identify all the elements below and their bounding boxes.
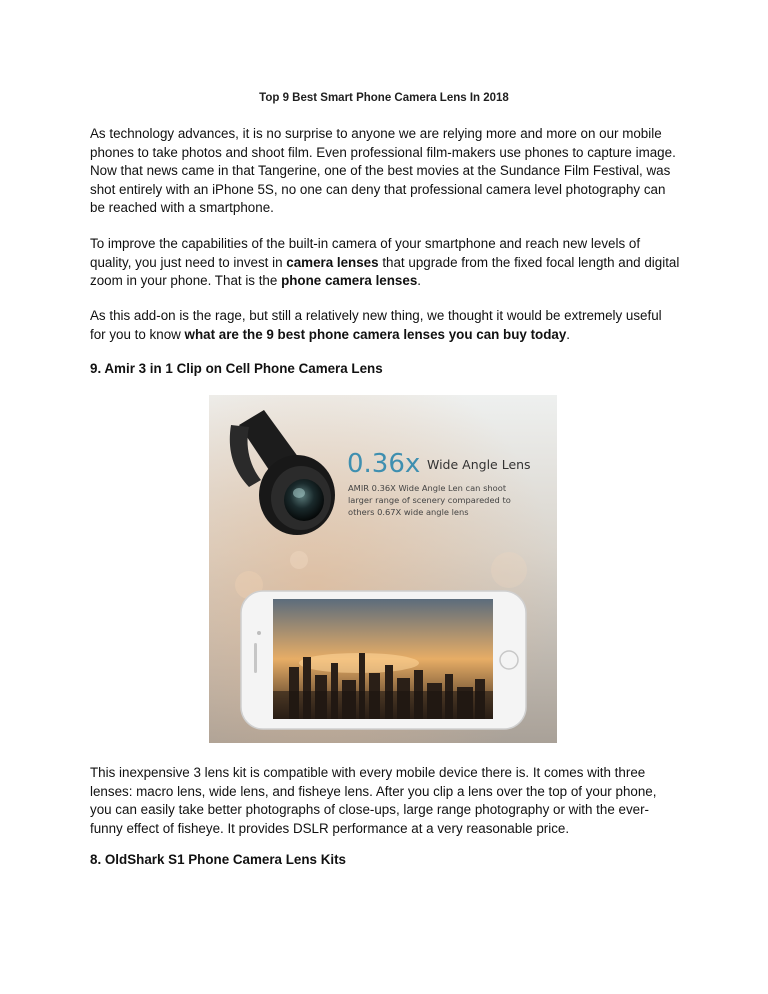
para2-text-2: that upgrade from the fixed focal length and digital zoom in your phone. That is the (90, 254, 680, 288)
para3-text-1: As this add-on is the rage, but still a relatively new thing, we thought it would be extremely useful for you to know (90, 308, 662, 342)
best-lenses-bold: what are the 9 best phone camera lenses you can buy today (184, 326, 567, 342)
lens-desc-line-1: AMIR 0.36X Wide Angle Len can shoot (348, 483, 507, 493)
phone-graphic (241, 591, 526, 729)
amir-description-paragraph: This inexpensive 3 lens kit is compatible with every mobile device there is. It comes with three lenses: macro lens, wide lens, and fisheye lens. After you clip a lens over the top of your phone, you can easily take better photographs of close-ups, large range photography or with the ever-funny effect of fisheye. It provides DSLR performance at a very reasonable price. (90, 765, 657, 836)
para2-text-1: To improve the capabilities of the built-in camera of your smartphone and reach new levels of quality, you just need to invest in (90, 236, 641, 270)
camera-lenses-bold: camera lenses (286, 254, 379, 270)
lens-intro-paragraph (90, 235, 680, 291)
zoom-label: 0.36x (347, 449, 421, 479)
amir-lens-product-image (209, 395, 557, 743)
section-9-heading: 9. Amir 3 in 1 Clip on Cell Phone Camera Lens (90, 361, 383, 376)
purpose-paragraph (90, 307, 680, 344)
para3-text-2: . (566, 326, 571, 342)
intro-paragraph: As technology advances, it is no surprise to anyone we are relying more and more on our mobile phones to take photos and shoot film. Even professional film-makers use phones to capture image. Now that news came in that Tangerine, one of the best movies at the Sundance Film Festival, was shot entirely with an iPhone 5S, no one can deny that professional camera level photography can be reached with a smartphone. (90, 126, 676, 215)
section-8-heading: 8. OldShark S1 Phone Camera Lens Kits (90, 852, 346, 867)
para2-text-3: . (417, 273, 421, 288)
lens-desc-line-3: others 0.67X wide angle lens (348, 507, 469, 517)
page-title: Top 9 Best Smart Phone Camera Lens In 2018 (259, 92, 509, 104)
lens-type-label: Wide Angle Lens (427, 457, 531, 472)
lens-desc-line-2: larger range of scenery compareded to (348, 495, 511, 505)
phone-camera-lenses-bold: phone camera lenses (281, 273, 418, 288)
